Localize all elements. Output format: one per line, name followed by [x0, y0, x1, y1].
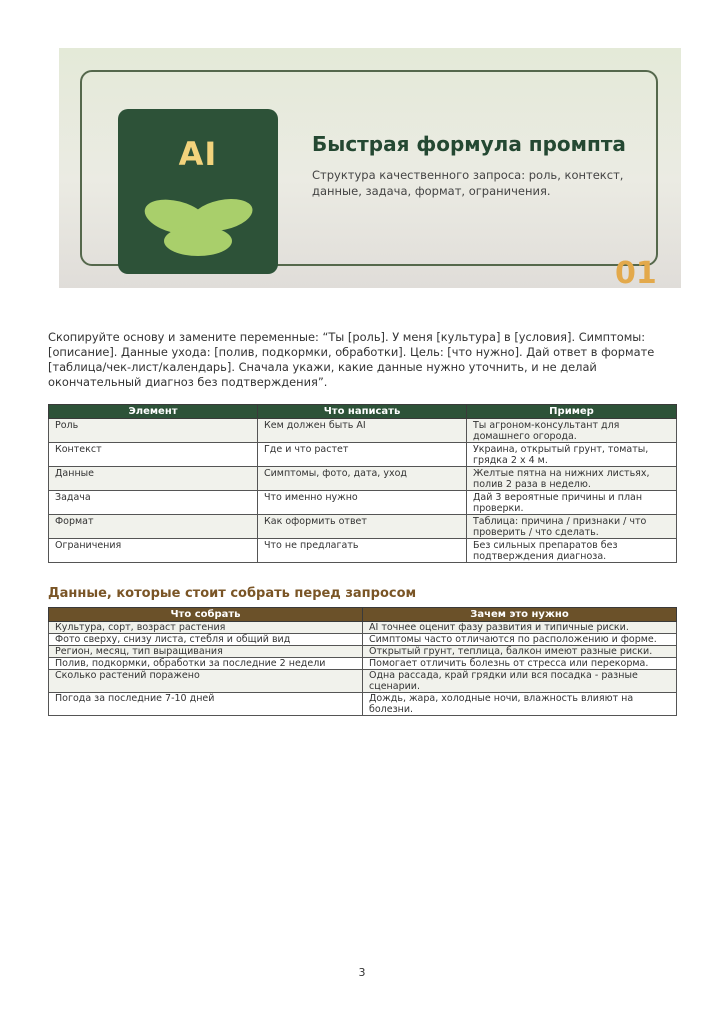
table-cell: Полив, подкормки, обработки за последние 2 недели: [49, 658, 363, 670]
table-cell: Как оформить ответ: [258, 515, 467, 539]
table-cell: Погода за последние 7-10 дней: [49, 693, 363, 716]
table-cell: Симптомы, фото, дата, уход: [258, 467, 467, 491]
prompt-elements-table: [48, 404, 677, 563]
table-cell: Кем должен быть AI: [258, 419, 467, 443]
table-row: [49, 658, 677, 670]
table-cell: Украина, открытый грунт, томаты, грядка 2 х 4 м.: [467, 443, 677, 467]
table-cell: Желтые пятна на нижних листьях, полив 2 раза в неделю.: [467, 467, 677, 491]
hero-card: [80, 70, 658, 291]
table-row: [49, 693, 677, 716]
table-cell: Дай 3 вероятные причины и план проверки.: [467, 491, 677, 515]
table-row: [49, 634, 677, 646]
ai-badge: [118, 109, 278, 274]
column-header: Элемент: [49, 405, 258, 419]
table-cell: AI точнее оценит фазу развития и типичные риски.: [363, 622, 677, 634]
table-cell: Что не предлагать: [258, 539, 467, 563]
table-cell: Формат: [49, 515, 258, 539]
table-cell: Дождь, жара, холодные ночи, влажность влияют на болезни.: [363, 693, 677, 716]
table-row: [49, 515, 677, 539]
table-row: [49, 622, 677, 634]
page-number: 3: [358, 966, 366, 979]
table-row: [49, 419, 677, 443]
table-cell: Регион, месяц, тип выращивания: [49, 646, 363, 658]
sprout-icon: [142, 193, 254, 263]
section-heading: Данные, которые стоит собрать перед запросом: [48, 586, 417, 601]
table-row: [49, 670, 677, 693]
table-cell: Роль: [49, 419, 258, 443]
table-cell: Без сильных препаратов без подтверждения диагноза.: [467, 539, 677, 563]
column-header: Пример: [467, 405, 677, 419]
column-header: Что собрать: [49, 608, 363, 622]
table-header-row: [49, 405, 677, 419]
table-cell: Фото сверху, снизу листа, стебля и общий вид: [49, 634, 363, 646]
badge-text: AI: [178, 135, 218, 173]
table-row: [49, 491, 677, 515]
table-cell: Данные: [49, 467, 258, 491]
data-to-collect-table: [48, 607, 677, 716]
table-cell: Задача: [49, 491, 258, 515]
hero-banner: [59, 48, 681, 291]
column-header: Зачем это нужно: [363, 608, 677, 622]
table-cell: Где и что растет: [258, 443, 467, 467]
table-cell: Ты агроном-консультант для домашнего огорода.: [467, 419, 677, 443]
table-cell: Что именно нужно: [258, 491, 467, 515]
section-number: 01: [615, 256, 657, 291]
table-header-row: [49, 608, 677, 622]
table-cell: Симптомы часто отличаются по расположению и форме.: [363, 634, 677, 646]
table-row: [49, 443, 677, 467]
table-row: [49, 646, 677, 658]
table-row: [49, 539, 677, 563]
table-cell: Одна рассада, край грядки или вся посадка - разные сценарии.: [363, 670, 677, 693]
table-cell: Сколько растений поражено: [49, 670, 363, 693]
column-header: Что написать: [258, 405, 467, 419]
table-cell: Ограничения: [49, 539, 258, 563]
table-cell: Открытый грунт, теплица, балкон имеют разные риски.: [363, 646, 677, 658]
table-cell: Контекст: [49, 443, 258, 467]
intro-paragraph: Скопируйте основу и замените переменные: “Ты [роль]. У меня [культура] в [условия]. Симптомы: [описание]. Данные ухода: [полив, подкормки, обработки]. Цель: [что нужно]. Дай ответ в формате [таблица/чек-лист/календарь]. Сначала укажи, какие данные нужно уточнить, и не делай окончательный диагноз без подтверждения”.: [48, 330, 655, 389]
table-cell: Культура, сорт, возраст растения: [49, 622, 363, 634]
page-title: Быстрая формула промпта: [312, 132, 626, 156]
table-cell: Таблица: причина / признаки / что проверить / что сделать.: [467, 515, 677, 539]
table-row: [49, 467, 677, 491]
table-cell: Помогает отличить болезнь от стресса или перекорма.: [363, 658, 677, 670]
page-subtitle: Структура качественного запроса: роль, контекст, данные, задача, формат, ограничения.: [312, 168, 624, 198]
